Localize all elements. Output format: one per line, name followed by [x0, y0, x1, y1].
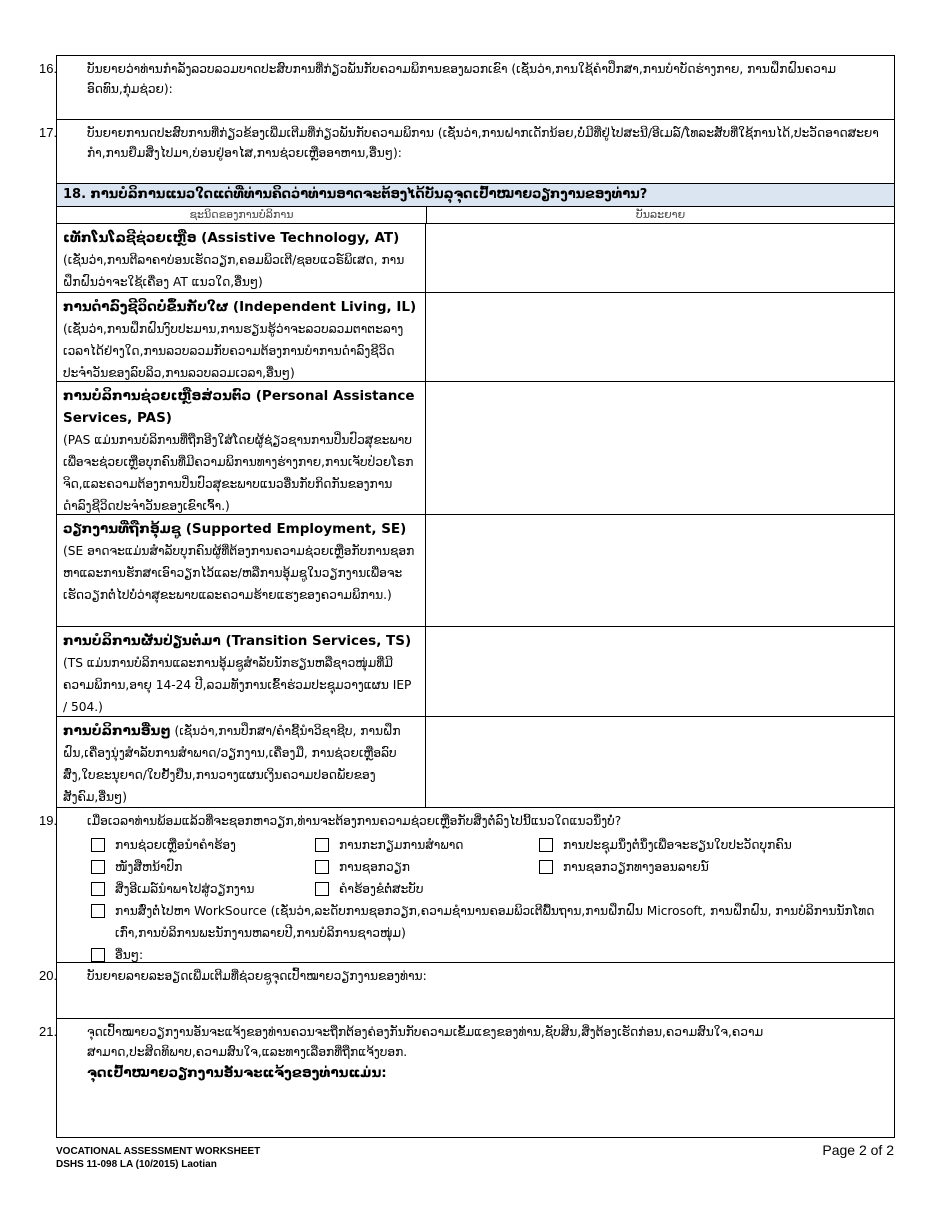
checkbox-row-3	[57, 878, 894, 900]
checkbox-option[interactable]: ສິ່ງອີເມລ໌ນຳພາໄປສູ່ວຽກງານ	[91, 878, 315, 900]
question-16	[39, 56, 894, 120]
service-title: ການດຳລົງຊີວິດບໍ່ຂຶ້ນກັບໃຜ (Independent Living, IL)	[63, 299, 417, 315]
checkbox[interactable]	[539, 838, 553, 852]
checkbox-option[interactable]: ການຊ່ວຍເຫຼືອນຳຄຳຮ້ອງ	[91, 834, 315, 856]
checkbox[interactable]	[539, 860, 553, 874]
question-21	[39, 1019, 894, 1137]
service-title: ເທັກໂນໂລຊີຊ່ວຍເຫຼືອ (Assistive Technology, AT)	[63, 230, 400, 246]
service-row-ts	[57, 627, 894, 717]
question-number: 17.	[39, 125, 58, 140]
checkbox[interactable]	[91, 904, 105, 918]
service-desc: (PAS ແມ່ນການບໍລິການທີ່ຖືກອີງໃສ່ໂດຍຜູ້ຊ່ຽວຊານການປິ່ນປົວສຸຂະພາບເພື່ອຈະຊ່ວຍເຫຼືອບຸກຄົນທີ່ມີຄວາມພິການທາງຮ່າງກາຍ,ການເຈັບປ່ວຍໂຣກຈິດ,ແລະຄວາມຕ້ອງການປິ່ນປົວສຸຂະພາບແນວອື່ນກັບກິດກັນຂອງການດຳລົງຊີວິດປະຈຳວັນຂອງເຂົາເຈົ້າ.)	[63, 433, 414, 513]
checkbox-option-worksource[interactable]: ການສົ່ງຕໍ່ໄປຫາ WorkSource (ເຊັ່ນວ່າ,ລະດັບການຊອກວຽກ,ຄວາມຊຳນານຄອມພິວເຕີພື້ນຖານ,ການຝຶກຝົນ Microsoft, ການຝຶກຝົນ, ການບໍລິການນັກໂທດເກົ່າ,ການບໍລິການພະນັກງານຫລາຍປີ,ການບໍລິການຊາວໜຸ່ມ)	[91, 900, 881, 944]
service-row-other	[57, 717, 894, 808]
service-desc: (ເຊັ່ນວ່າ,ການຕີລາຄາບ່ອນເຮັດວຽກ,ຄອມພິວເຕີ/ຊອບແວຣ໌ພິເສດ, ການຝຶກຝົນວ່າຈະໃຊ້ເຄື່ອງ AT ແນວໃດ,ອື່ນໆ)	[63, 253, 405, 289]
page-number: Page 2 of 2	[822, 1142, 894, 1158]
question-17	[39, 120, 894, 184]
checkbox-row-1	[57, 834, 894, 856]
question-number: 20.	[39, 968, 58, 983]
checkbox-option-other[interactable]: ອື່ນໆ:	[91, 944, 143, 966]
checkbox[interactable]	[315, 882, 329, 896]
checkbox[interactable]	[91, 838, 105, 852]
question-number: 19.	[39, 813, 58, 828]
service-description-input[interactable]	[426, 627, 894, 716]
service-row-se	[57, 515, 894, 627]
service-description-input[interactable]	[426, 224, 894, 292]
service-title: ການບໍລິການຜັນປ່ຽນຕໍ່ມາ (Transition Services, TS)	[63, 633, 412, 649]
service-row-at	[57, 224, 894, 293]
service-row-pas	[57, 382, 894, 515]
checkbox[interactable]	[91, 860, 105, 874]
service-desc: (TS ແມ່ນການບໍລິການແລະການອຸ້ມຊູສຳລັບນັກຮຽນຫລືຊາວໜຸ່ມທີ່ມີຄວາມພິການ,ອາຍຸ 14-24 ປີ,ລວມທັງການເຂົ້າຮ່ວມປະຊຸມວາງແຜນ IEP / 504.)	[63, 656, 412, 714]
service-description-input[interactable]	[426, 382, 894, 514]
page-footer	[56, 1142, 894, 1170]
service-desc: (ເຊັ່ນວ່າ,ການຝຶກຝົນງົບປະມານ,ການຮຽນຮູ້ວ່າຈະລວບລວມຕາຕະລາງເວລາໄດ້ຢ່າງໃດ,ການລວບລວມກັບຄວາມຕ້ອງການບໍາການດຳລົງຊີວິດປະຈຳວັນຂອງລົບລິວ,ການລວບລວມເວລາ,ອື່ນໆ)	[63, 322, 404, 380]
question-19	[39, 808, 894, 963]
checkbox-option[interactable]: ການກະກຽມການສຳພາດ	[315, 834, 539, 856]
question-number: 16.	[39, 61, 58, 76]
question-20	[39, 963, 894, 1019]
service-desc: (SE ອາດຈະແມ່ນສຳລັບບຸກຄົນຜູ້ທີ່ຕ້ອງການຄວາມຊ່ວຍເຫຼືອກັບການຊອກຫາແລະການຮັກສາເອົາວຽກໄວ້ແລະ/ຫລືການອຸ້ມຊູໃນວຽກງານເພື່ອຈະເຮັດວຽກຕໍ່ໄປບໍ່ວ່າສຸຂະພາບແລະຄວາມຮ້າຍແຮງຂອງຄວາມພິການ.)	[63, 544, 415, 602]
checkbox-option[interactable]: ການປະຊຸມນຶ່ງຕໍ່ນຶ່ງເພື່ອຈະຮຽນໃບປະວັດບຸກຄົນ	[539, 834, 792, 856]
checkbox-row-2	[57, 856, 894, 878]
col-service-type: ຊະນິດຂອງການບໍລິການ	[57, 207, 427, 223]
worksheet-form	[39, 55, 895, 1138]
checkbox[interactable]	[91, 948, 105, 962]
services-column-headers	[57, 207, 894, 224]
service-description-input[interactable]	[426, 293, 894, 381]
question-text: ບັນຍາຍການດປະສົບການທີ່ກ່ຽວຂ້ອງເພີ່ມເຕີມທີ່ກ່ຽວພັນກັບຄວາມພິການ (ເຊັ່ນວ່າ,ການຝາກເດັກນ້ອຍ,ບໍ່ມີທີ່ຢູ່ໄປສະນີ/ອີເມລ໌/ໂທລະສັບທີ່ໃຊ້ການໄດ້,ປະວັດອາດສະຍາກຳ,ການຍືມສິ່ງໄປມາ,ບ່ອນຢູ່ອາໄສ,ການຊ່ວຍເຫຼືອອາຫານ,ອື່ນໆ):	[87, 126, 879, 160]
service-title: ວຽກງານທີ່ຖືກອຸ້ມຊູ (Supported Employment, SE)	[63, 521, 407, 537]
question-18-header: 18. ການບໍລິການແນວໃດແດ່ທີ່ທ່ານຄິດວ່າທ່ານອາດຈະຕ້ອງໄດ້ບັນລຸຈຸດເປົ້າໝາຍວຽກງານຂອງທ່ານ?	[57, 184, 894, 207]
checkbox-option[interactable]: ໜັງສືຫນ້າປົກ	[91, 856, 315, 878]
service-row-il	[57, 293, 894, 382]
question-text: ເມື່ອເວລາທ່ານພ້ອມແລ້ວທີ່ຈະຊອກຫາວຽກ,ທ່ານຈະຕ້ອງການຄວາມຊ່ວຍເຫຼືອກັບສິ່ງຕໍ່ລົງໄປນີ້ແນວໃດແນວນຶ່ງບໍ່?	[87, 814, 622, 828]
col-description: ບັນລະຍາຍ	[635, 208, 686, 221]
service-description-input[interactable]	[426, 717, 894, 807]
service-title: ການບໍລິການອື່ນໆ	[63, 723, 171, 739]
service-desc: (ເຊັ່ນວ່າ,ການປຶກສາ/ຄຳຊີ້ນຳວິຊາຊີບ, ການຝຶກຝົນ,ເຄື່ອງນຸ່ງສຳລັບການສຳພາດ/ວຽກງານ,ເຄື່ອງມື, ການຊ່ວຍເຫຼືອລົບສົ່ງ,ໃບຂະນຸຍາດ/ໃບຢັ້ງຢືນ,ການວາງແຜນເງິນຄວາມປອດພັຍຂອງສັງຄົມ,ອື່ນໆ)	[63, 724, 401, 804]
goal-label: ຈຸດເປົ້າໝາຍວຽກງານອັນຈະແຈ້ງຂອງທ່ານແມ່ນ:	[87, 1065, 387, 1081]
question-text: ບັນຍາຍວ່າທ່ານກຳລັງລວບລວມບາດປະສົບການທີ່ກ່ຽວພັນກັບຄວາມພິການຂອງພວກເຂົາ (ເຊັ່ນວ່າ,ການໃຊ້ຄຳປຶກສາ,ການບຳບັດຮ່າງກາຍ, ການຝຶກຝົນຄວາມອົດທົນ,ກຸ່ມຊ່ວຍ):	[87, 62, 836, 96]
checkbox[interactable]	[315, 838, 329, 852]
checkbox-row-4	[57, 900, 894, 944]
form-title: VOCATIONAL ASSESSMENT WORKSHEET	[56, 1146, 261, 1157]
question-number: 21.	[39, 1024, 58, 1039]
checkbox-option[interactable]: ການຊອກວຽກທາງອອນລາຍນ໌	[539, 856, 709, 878]
checkbox-option[interactable]: ຄຳຮ້ອງຂໍຕໍ່ສະບັບ	[315, 878, 424, 900]
service-title: ການບໍລິການຊ່ວຍເຫຼືອສ່ວນຕົວ (Personal Assistance Services, PAS)	[63, 388, 415, 426]
question-text: ຈຸດເປົ້າໝາຍວຽກງານອັນຈະແຈ້ງຂອງທ່ານຄວນຈະຖືກຕ້ອງຄ່ອງກັນກັບຄວາມເຂັ້ມແຂງຂອງທ່ານ,ຊັບສິນ,ສິ່ງຕ້ອງເຮັດກ່ອນ,ຄວາມສົນໃຈ,ຄວາມສາມາດ,ປະສິດທິພາບ,ຄວາມສົນໃຈ,ແລະທາງເລືອກທີ່ຖືກແຈ້ງບອກ.	[87, 1025, 764, 1059]
question-text: ບັນຍາຍລາຍລະອຽດເພີ່ມເຕີມທີ່ຊ່ວຍຊູຈຸດເປົ້າໝາຍວຽກງານຂອງທ່ານ:	[87, 969, 427, 983]
checkbox[interactable]	[91, 882, 105, 896]
service-description-input[interactable]	[426, 515, 894, 626]
checkbox[interactable]	[315, 860, 329, 874]
form-code: DSHS 11-098 LA (10/2015) Laotian	[56, 1159, 217, 1170]
checkbox-option[interactable]: ການຊອກວຽກ	[315, 856, 539, 878]
